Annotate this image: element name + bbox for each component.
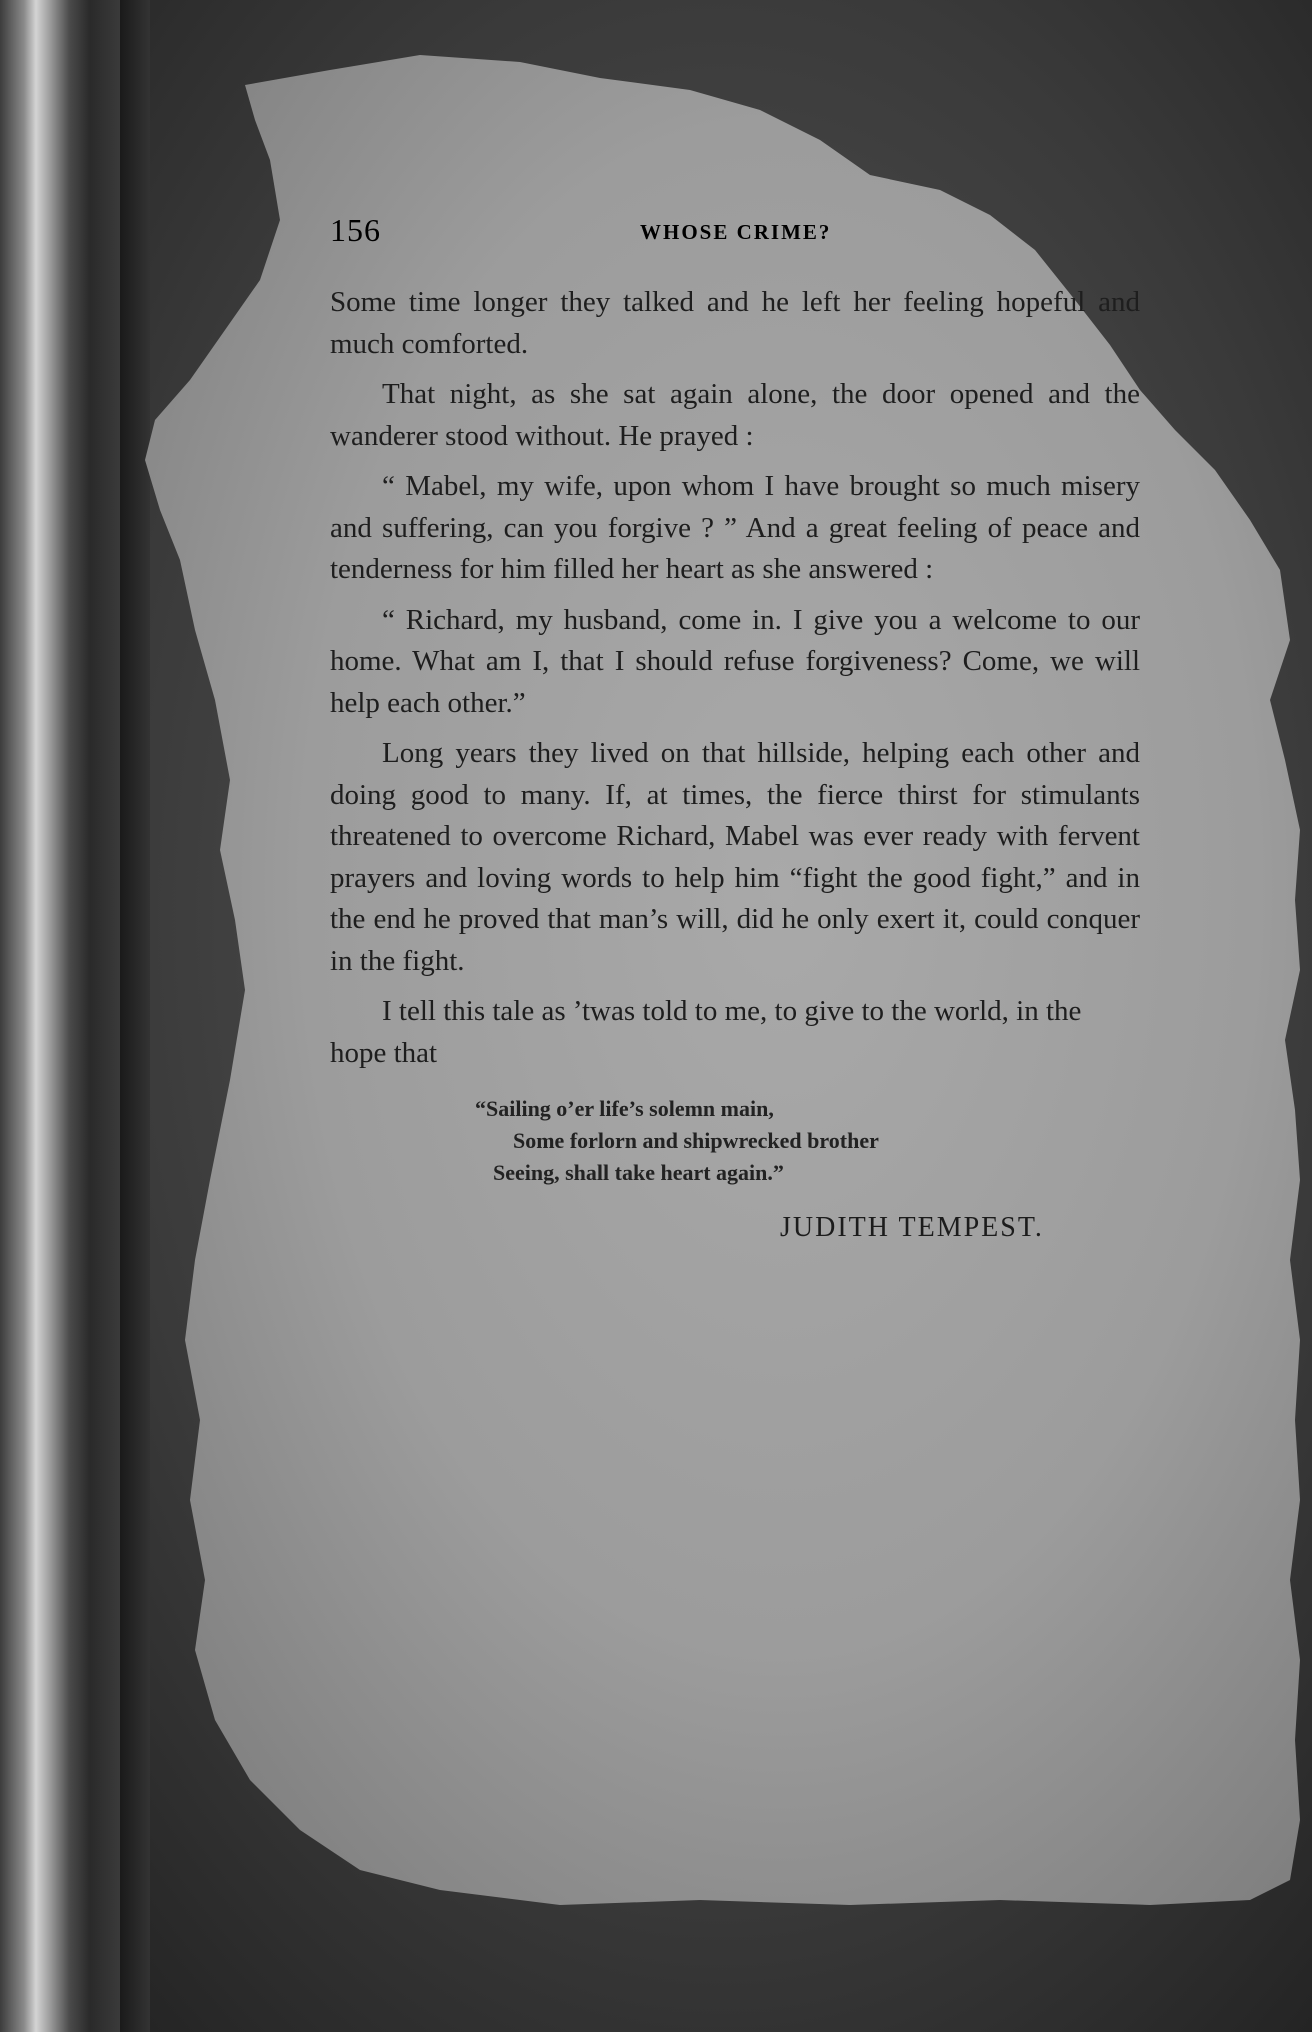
running-title: WHOSE CRIME? bbox=[640, 220, 832, 244]
verse-quote bbox=[475, 1093, 1035, 1189]
paragraph-4: “ Richard, my husband, come in. I give you a welcome to our home. What am I, that I should refuse forgiveness? Come, we will help each other.” bbox=[330, 603, 1140, 719]
paragraph-6: I tell this tale as ’twas told to me, to give to the world, in the hope that bbox=[330, 995, 1082, 1069]
verse-line-1: “Sailing o’er life’s solemn main, bbox=[475, 1096, 774, 1121]
paragraph-1: Some time longer they talked and he left her feeling hopeful and much comforted. bbox=[330, 286, 1140, 360]
running-head bbox=[330, 212, 1140, 252]
paragraph-2: That night, as she sat again alone, the door opened and the wanderer stood without. He prayed : bbox=[330, 378, 1140, 452]
verse-line-2: Some forlorn and shipwrecked brother bbox=[513, 1128, 879, 1153]
author-signature: JUDITH TEMPEST. bbox=[780, 1212, 1044, 1243]
verse-line-3: Seeing, shall take heart again.” bbox=[493, 1160, 784, 1185]
paragraph-5: Long years they lived on that hillside, helping each other and doing good to many. If, at times, the fierce thirst for stimulants threatened to overcome Richard, Mabel was ever ready with fervent prayers and loving words to help him “fight the good fight,” and in the end he proved that man’s will, did he only exert it, could conquer in the fight. bbox=[330, 737, 1140, 977]
body-text bbox=[330, 282, 1140, 1083]
paragraph-3: “ Mabel, my wife, upon whom I have brought so much misery and suffering, can you forgive ? ” And a great feeling of peace and tenderness for him filled her heart as she answered : bbox=[330, 470, 1140, 585]
page-number: 156 bbox=[330, 212, 381, 248]
